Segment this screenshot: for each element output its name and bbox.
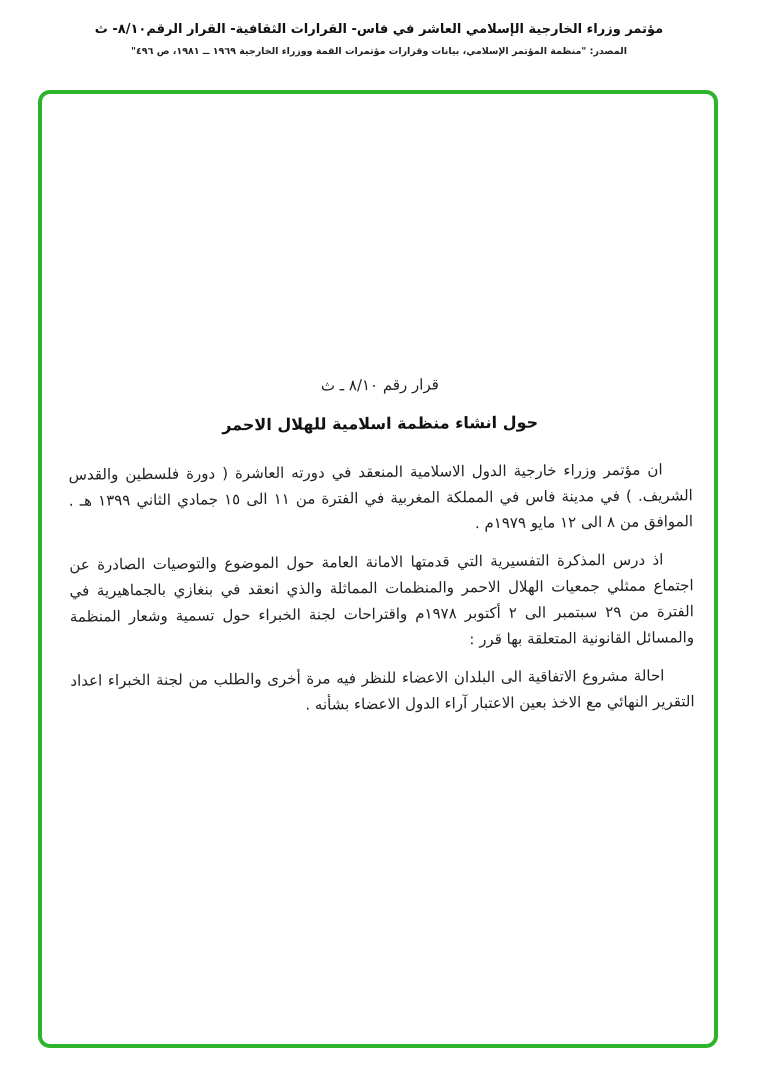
document-content [39,91,716,720]
resolution-subject: حول انشاء منظمة اسلامية للهلال الاحمر [222,412,539,435]
resolution-number: قرار رقم ٨/١٠ ـ ث [320,375,439,395]
paragraph-considerations: اذ درس المذكرة التفسيرية التي قدمتها الامانة العامة حول الموضوع والتوصيات الصادرة عن اجتماع ممثلي جمعيات الهلال الاحمر والمنظمات المماثلة والذي انعقد في بنغازي بالجماهيرية في الفترة من ٢٩ سبتمبر الى ٢ أكتوبر ١٩٧٨م واقتراحات لجنة الخبراء حول تسمية وشعار المنظمة والمسائل القانونية المتعلقة بها قرر : [69,550,695,649]
paragraph-decision: احالة مشروع الاتفاقية الى البلدان الاعضاء للنظر فيه مرة أخرى والطلب من لجنة الخبراء اعداد التقرير النهائي مع الاخذ بعين الاعتبار آراء الدول الاعضاء بشأنه . [70,666,695,714]
header-source-line: المصدر: "منظمة المؤتمر الإسلامي، بيانات وقرارات مؤتمرات القمة ووزراء الخارجية ١٩٦٩ ــ ١٩٨١، ص ٤٩٦" [131,46,627,57]
paragraph-preamble: ان مؤتمر وزراء خارجية الدول الاسلامية المنعقد في دورته العاشرة ( دورة فلسطين والقدس الشريف. ) في مدينة فاس في المملكة المغربية في الفترة من ١١ الى ١٥ جمادي الثاني ١٣٩٩ هـ . الموافق من ٨ الى ١٢ مايو ١٩٧٩م . [68,460,694,533]
document-header [0,0,758,57]
document-frame [38,90,718,1048]
header-title: مؤتمر وزراء الخارجية الإسلامي العاشر في فاس- القرارات الثقافية- القرار الرقم٨/١٠- ث [94,22,664,37]
